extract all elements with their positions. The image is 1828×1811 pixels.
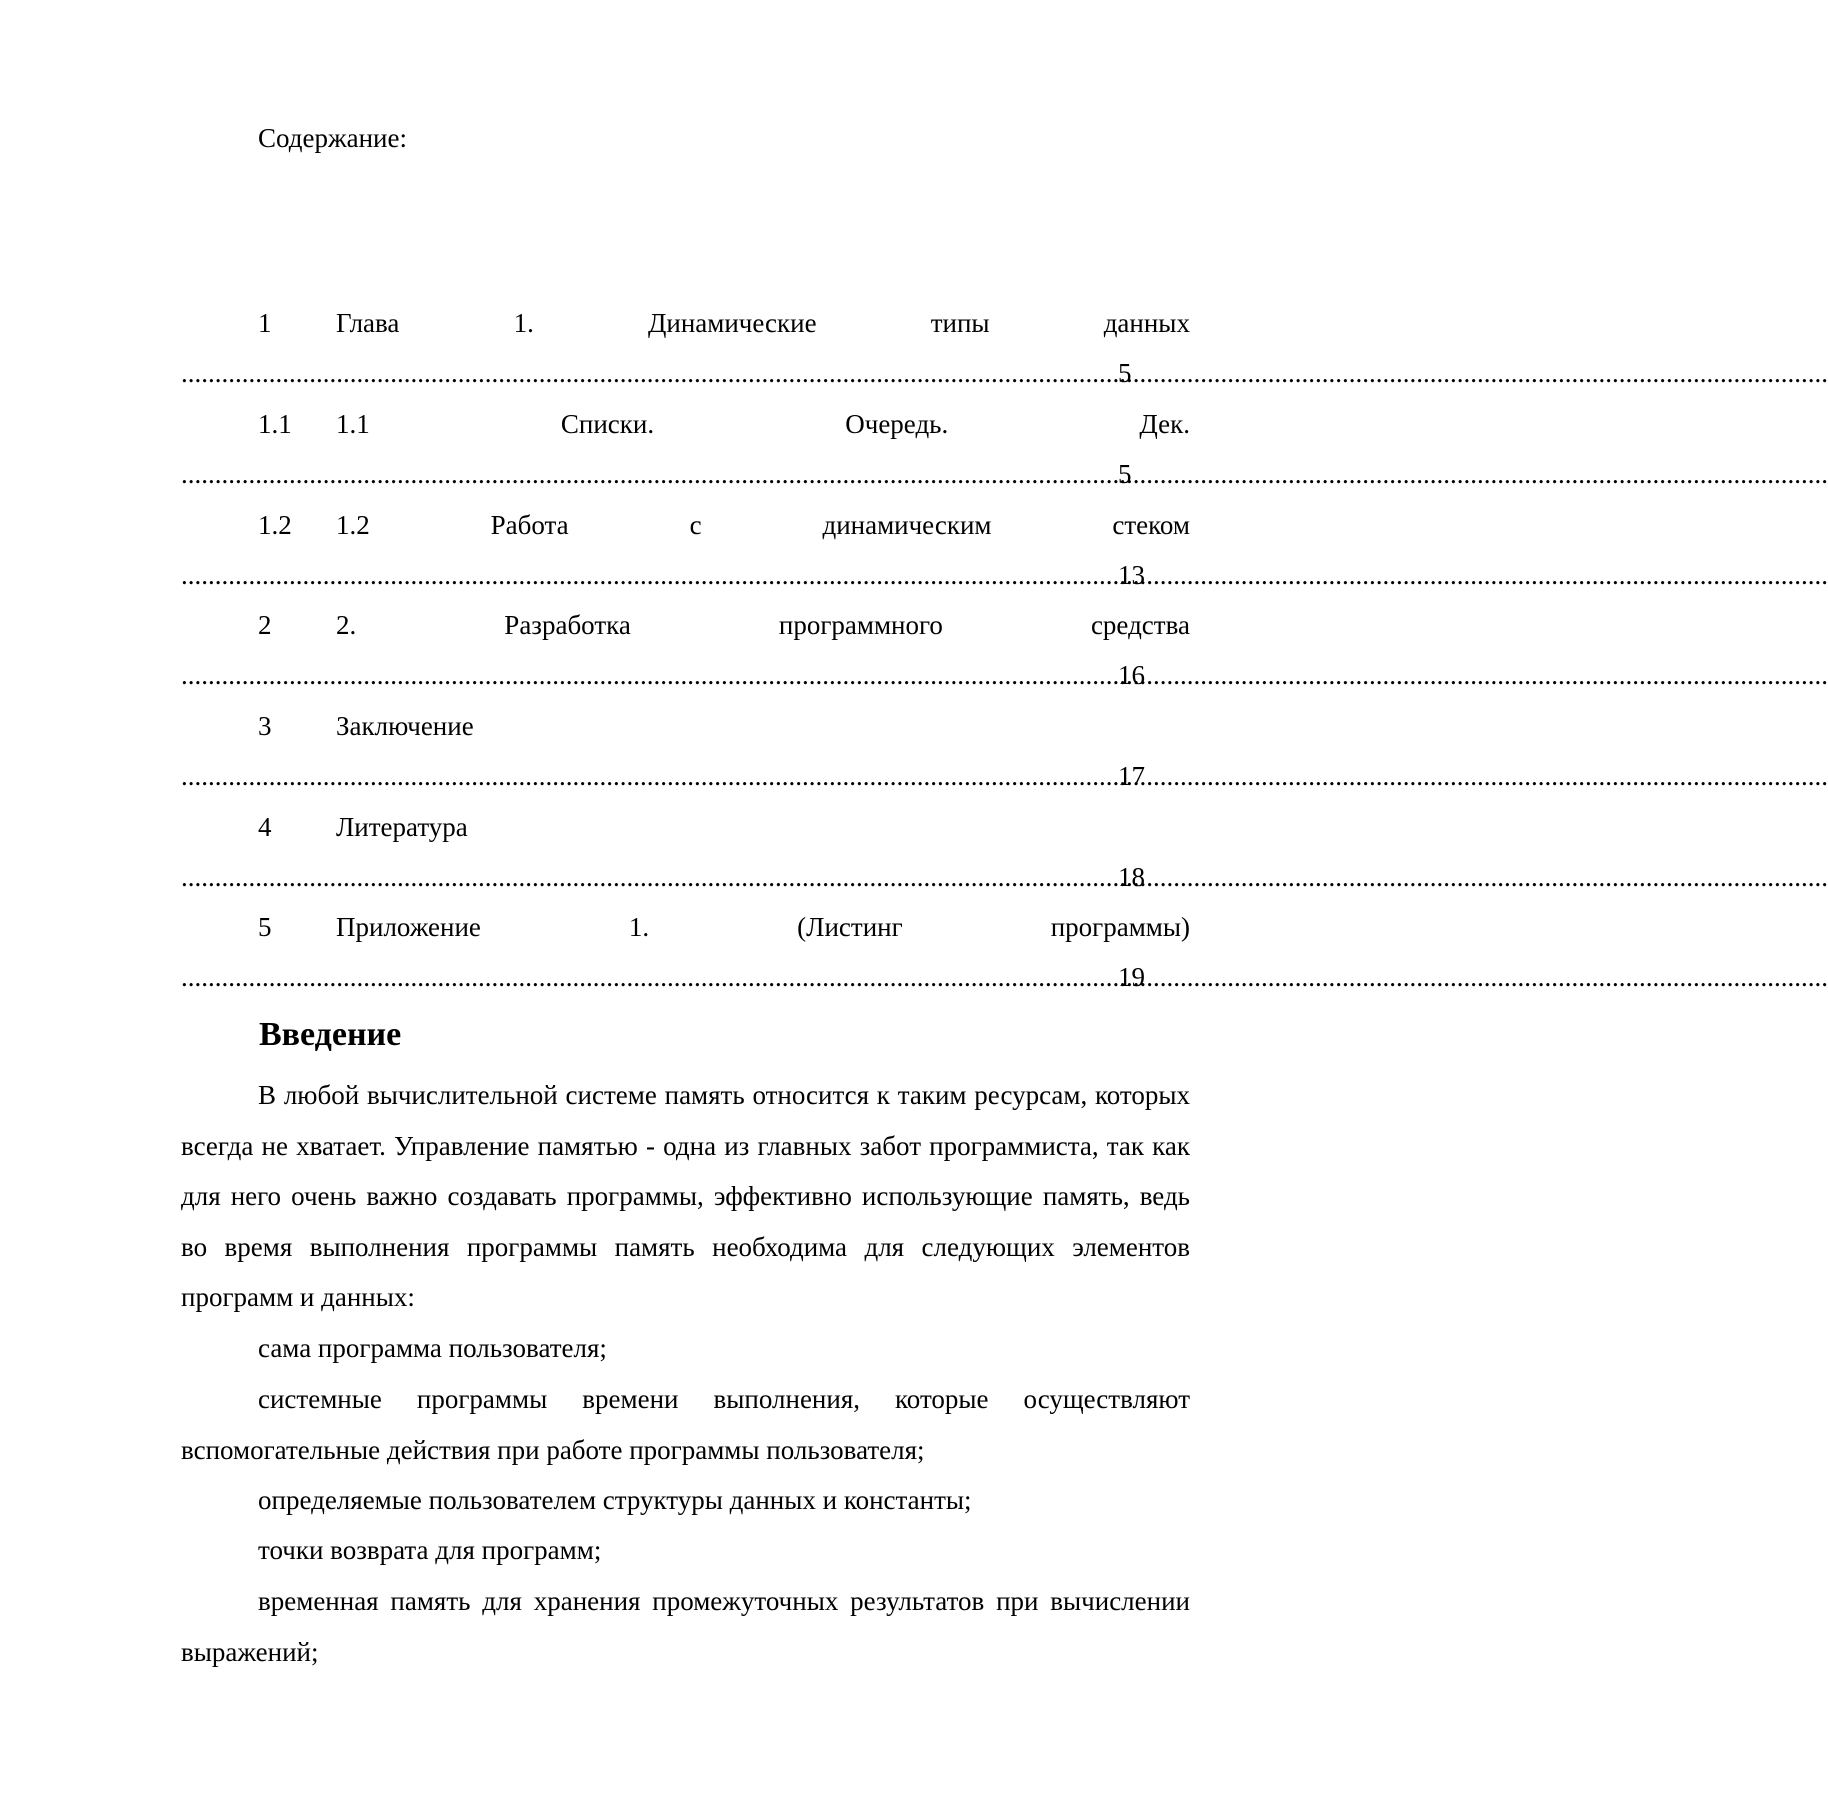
toc-entry-word: Заключение: [336, 711, 474, 741]
toc-dot-leader: [181, 555, 1107, 595]
toc-entry-word: Динамические: [647, 308, 817, 338]
toc-entry-word: средства: [1090, 610, 1190, 640]
toc-entry[interactable]: [181, 303, 1190, 404]
toc-entry-word: типы: [930, 308, 990, 338]
toc-entry-number: 2: [258, 610, 272, 640]
toc-entry-word: программного: [778, 610, 943, 640]
toc-entry-word: программы): [1050, 912, 1190, 942]
toc-page-number: 5: [1118, 459, 1132, 489]
toc-entry-word: (Листинг: [797, 912, 903, 942]
toc-dot-leader: [181, 957, 1107, 997]
toc-entry-word: 1.: [628, 912, 650, 942]
toc-entry-word: стеком: [1112, 510, 1190, 540]
toc-page-number: 17: [1118, 761, 1145, 791]
toc-entry[interactable]: [181, 706, 1190, 807]
toc-entry-word: данных: [1103, 308, 1190, 338]
toc-entry-word: 2.: [336, 610, 357, 640]
toc-title: Содержание:: [258, 123, 407, 153]
toc-entry-number: 4: [258, 812, 272, 842]
toc-entry-number: 5: [258, 912, 272, 942]
toc-entry-word: 1.2: [336, 510, 370, 540]
toc-page-number: 5: [1118, 358, 1132, 388]
intro-list-item: сама программа пользователя;: [258, 1333, 607, 1363]
toc-page-number: 18: [1118, 862, 1145, 892]
toc-entry-word: Дек.: [1139, 409, 1190, 439]
toc-dot-leader: [181, 857, 1107, 897]
intro-list-item: точки возврата для программ;: [258, 1535, 602, 1565]
toc-entry-word: 1.: [513, 308, 534, 338]
toc-entry-word: с: [689, 510, 702, 540]
toc-entry-word: Списки.: [560, 409, 655, 439]
toc-dot-leader: [181, 655, 1107, 695]
toc-dot-leader: [181, 756, 1107, 796]
toc-page-number: 13: [1118, 560, 1145, 590]
toc-page-number: 16: [1118, 660, 1145, 690]
toc-entry[interactable]: [181, 505, 1190, 606]
toc-entry-word: Литература: [336, 812, 468, 842]
toc-dot-leader: [181, 353, 1107, 393]
toc-entry[interactable]: [181, 605, 1190, 706]
toc-entry-word: Очередь.: [845, 409, 949, 439]
intro-paragraph: В любой вычислительной системе память относится к таким ресурсам, которых всегда не хватает. Управление памятью - одна из главных забот программиста, так как для него очень важно создавать программы, эффективно использующие память, ведь во время выполнения программы память необходима для следующих элементов программ и данных:: [181, 1080, 1190, 1313]
toc-entry-word: Разработка: [504, 610, 631, 640]
toc-entry-word: Приложение: [336, 912, 481, 942]
toc-entry-word: Глава: [336, 308, 400, 338]
toc-entry-number: 1: [258, 308, 272, 338]
intro-heading: Введение: [259, 1016, 402, 1053]
toc-entry-number: 1.1: [258, 409, 292, 439]
toc-entry-number: 1.2: [258, 510, 292, 540]
intro-list-item: системные программы времени выполнения, которые осуществляют вспомогательные действия при работе программы пользователя;: [181, 1384, 1190, 1465]
toc-entry-word: динамическим: [822, 510, 992, 540]
toc-entry[interactable]: [181, 907, 1190, 1008]
toc-entry-word: 1.1: [336, 409, 370, 439]
toc-entry-number: 3: [258, 711, 272, 741]
toc-entry-word: Работа: [490, 510, 569, 540]
toc-dot-leader: [181, 454, 1107, 494]
intro-list-item: временная память для хранения промежуточных результатов при вычислении выражений;: [181, 1586, 1190, 1667]
toc-page-number: 19: [1118, 962, 1145, 992]
toc-entry[interactable]: [181, 807, 1190, 908]
toc-entry[interactable]: [181, 404, 1190, 505]
intro-list-item: определяемые пользователем структуры данных и константы;: [258, 1485, 972, 1515]
